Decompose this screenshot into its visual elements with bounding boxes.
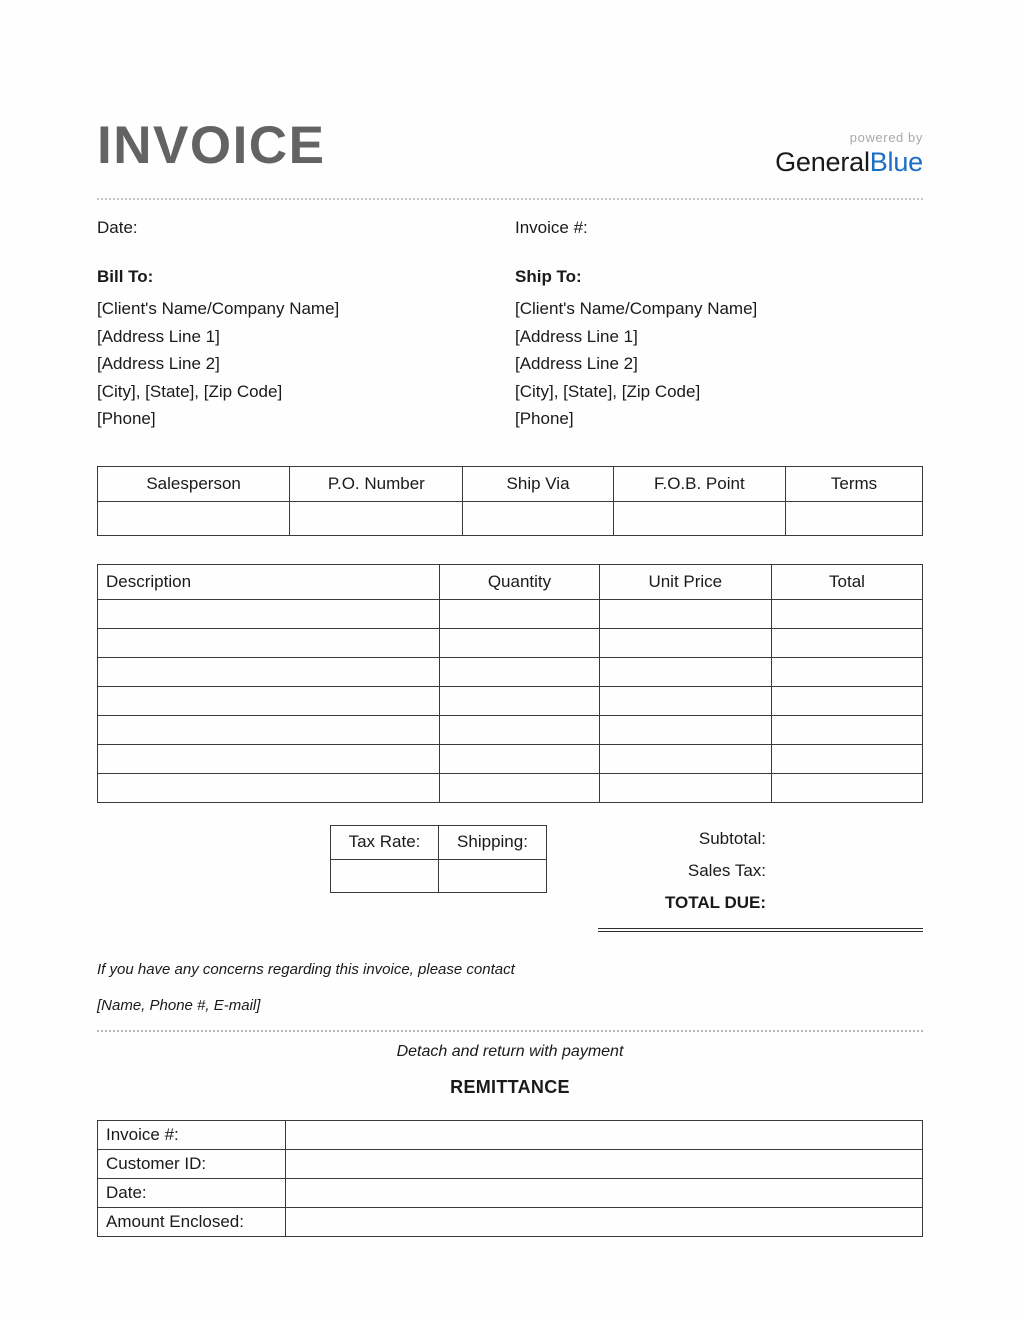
bill-to-line: [Address Line 1] [97,326,220,346]
detach-divider [97,1030,923,1032]
invoice-number-label: Invoice #: [515,218,588,237]
page-title: INVOICE [97,116,326,175]
tax-shipping-table [330,825,547,893]
cell-quantity[interactable] [440,657,599,686]
totals-block [598,823,923,932]
table-row [98,501,923,535]
column-header-terms: Terms [786,466,923,501]
cell-description[interactable] [98,773,440,802]
bill-to-line: [Client's Name/Company Name] [97,299,340,318]
cell-quantity[interactable] [440,599,599,628]
table-row [98,715,923,744]
remittance-label-invoice-number: Invoice #: [98,1120,286,1149]
cell-quantity[interactable] [440,773,599,802]
cell-unit-price[interactable] [599,686,771,715]
cell-quantity[interactable] [440,744,599,773]
contact-note-line-1: If you have any concerns regarding this invoice, please contact [97,960,515,978]
column-header-salesperson: Salesperson [98,466,290,501]
table-row [98,686,923,715]
column-header-description: Description [98,564,440,599]
brand-name-second: Blue [869,146,923,177]
bill-to-line: [City], [State], [Zip Code] [97,381,283,401]
cell-shipping[interactable] [439,859,547,892]
cell-total[interactable] [772,773,923,802]
remittance-value-date[interactable] [286,1178,923,1207]
cell-description[interactable] [98,599,440,628]
brand-name [775,147,923,178]
cell-quantity[interactable] [440,686,599,715]
cell-unit-price[interactable] [599,744,771,773]
brand-logo [775,130,923,178]
detach-instruction: Detach and return with payment [396,1042,624,1060]
total-due-label: TOTAL DUE: [664,892,766,912]
brand-name-first: General [775,146,870,177]
column-header-po-number: P.O. Number [290,466,463,501]
cell-po-number[interactable] [290,501,463,535]
invoice-number-field[interactable] [505,218,923,238]
table-row [98,1149,923,1178]
remittance-value-amount-enclosed[interactable] [286,1207,923,1236]
ship-to-block [505,267,923,433]
invoice-content [97,0,923,1237]
table-header-row [98,466,923,501]
column-header-shipping: Shipping: [439,825,547,859]
ship-to-heading: Ship To: [515,267,582,286]
table-header-row [331,825,547,859]
remittance-heading: REMITTANCE [450,1076,570,1097]
table-row [98,599,923,628]
cell-unit-price[interactable] [599,628,771,657]
remittance-label-customer-id: Customer ID: [98,1149,286,1178]
cell-fob-point[interactable] [613,501,785,535]
cell-unit-price[interactable] [599,773,771,802]
column-header-unit-price: Unit Price [599,564,771,599]
date-field[interactable] [97,218,505,238]
remittance-label-amount-enclosed: Amount Enclosed: [98,1207,286,1236]
cell-total[interactable] [772,599,923,628]
table-row [331,859,547,892]
column-header-quantity: Quantity [440,564,599,599]
cell-tax-rate[interactable] [331,859,439,892]
column-header-fob-point: F.O.B. Point [613,466,785,501]
cell-description[interactable] [98,715,440,744]
subtotal-label: Subtotal: [698,828,766,848]
column-header-total: Total [772,564,923,599]
cell-total[interactable] [772,628,923,657]
bill-to-block [97,267,505,433]
column-header-ship-via: Ship Via [463,466,613,501]
total-due-rule [598,928,923,932]
cell-unit-price[interactable] [599,715,771,744]
cell-total[interactable] [772,715,923,744]
table-row [98,1207,923,1236]
cell-quantity[interactable] [440,715,599,744]
cell-salesperson[interactable] [98,501,290,535]
column-header-tax-rate: Tax Rate: [331,825,439,859]
ship-to-line: [Address Line 2] [515,354,638,374]
cell-description[interactable] [98,686,440,715]
cell-description[interactable] [98,628,440,657]
totals-row [97,825,923,935]
table-row [98,773,923,802]
table-row [98,628,923,657]
line-items-table [97,564,923,803]
remittance-label-date: Date: [98,1178,286,1207]
table-row [98,1120,923,1149]
table-row [98,1178,923,1207]
remittance-value-customer-id[interactable] [286,1149,923,1178]
sales-tax-label: Sales Tax: [687,860,766,880]
cell-description[interactable] [98,744,440,773]
cell-total[interactable] [772,657,923,686]
cell-quantity[interactable] [440,628,599,657]
table-row [98,744,923,773]
invoice-meta-row [97,218,923,238]
contact-note-line-2: [Name, Phone #, E-mail] [97,996,261,1014]
cell-description[interactable] [98,657,440,686]
invoice-header [97,116,923,192]
ship-to-line: [Address Line 1] [515,326,638,346]
cell-total[interactable] [772,686,923,715]
cell-total[interactable] [772,744,923,773]
remittance-table [97,1120,923,1237]
bill-to-line: [Address Line 2] [97,354,220,374]
table-row [98,657,923,686]
bill-to-heading: Bill To: [97,267,154,286]
ship-to-line: [Client's Name/Company Name] [515,299,758,318]
bill-to-line: [Phone] [97,409,156,429]
table-header-row [98,564,923,599]
ship-to-line: [Phone] [515,409,574,429]
cell-terms[interactable] [786,501,923,535]
cell-unit-price[interactable] [599,599,771,628]
header-divider [97,198,923,200]
remittance-value-invoice-number[interactable] [286,1120,923,1149]
powered-by-label: powered by [849,130,923,145]
shipping-info-table [97,466,923,536]
date-label: Date: [97,218,138,237]
cell-unit-price[interactable] [599,657,771,686]
ship-to-line: [City], [State], [Zip Code] [515,381,701,401]
address-row [97,267,923,433]
cell-ship-via[interactable] [463,501,613,535]
